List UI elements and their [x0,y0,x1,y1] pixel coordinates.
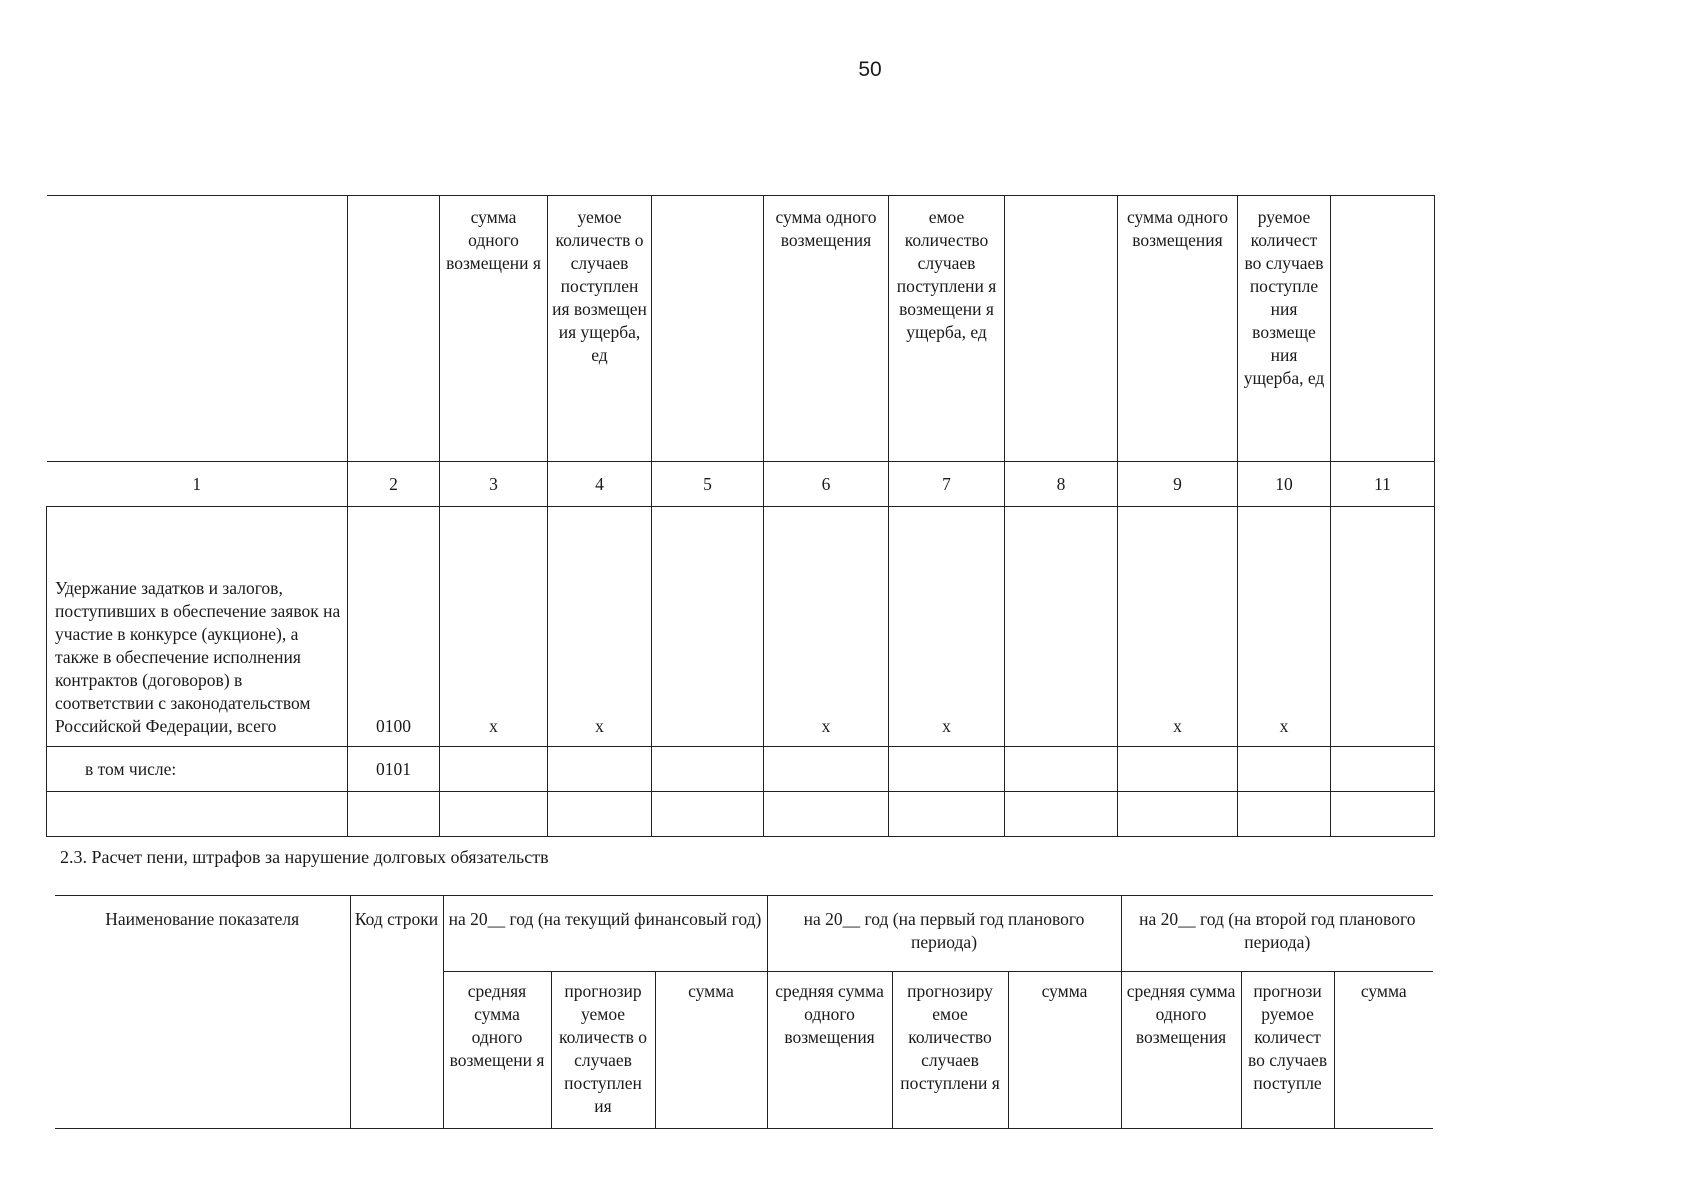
sub-header: прогнози руемое количест во случаев поступле [1241,972,1334,1129]
column-number: 1 [47,462,348,507]
header-cell: сумма одного возмещения [764,196,889,462]
table-cell [1005,792,1118,837]
table-cell [652,792,764,837]
period-header: на 20__ год (на второй год планового периода) [1121,896,1433,972]
table-cell [548,792,652,837]
table-cell [652,747,764,792]
table1-header-row [47,196,1435,462]
table-cell [889,747,1005,792]
table-cell [1118,747,1238,792]
header-cell [348,196,440,462]
table-cell [1331,747,1435,792]
column-number: 2 [348,462,440,507]
column-number: 5 [652,462,764,507]
row-code: 0100 [348,507,440,747]
table-cell [764,747,889,792]
column-number-row [47,462,1435,507]
column-number: 11 [1331,462,1435,507]
table-cell: х [440,507,548,747]
period-header: на 20__ год (на текущий финансовый год) [443,896,767,972]
period-header: на 20__ год (на первый год планового периода) [767,896,1121,972]
sub-header: прогнозиру емое количество случаев поступлени я [892,972,1008,1129]
column-number: 8 [1005,462,1118,507]
sub-header: средняя сумма одного возмещения [1121,972,1241,1129]
table-cell [1238,747,1331,792]
column-number: 3 [440,462,548,507]
table-cell [1238,792,1331,837]
table-cell [652,507,764,747]
header-cell: уемое количеств о случаев поступлен ия возмещен ия ущерба, ед [548,196,652,462]
page-number: 50 [858,58,882,81]
sub-header: сумма [1334,972,1433,1129]
header-cell: емое количество случаев поступлени я возмещени я ущерба, ед [889,196,1005,462]
row-code: 0101 [348,747,440,792]
row-name: Удержание задатков и залогов, поступивших в обеспечение заявок на участие в конкурсе (аукционе), а также в обеспечение исполнения контрактов (договоров) в соответствии с законодательством Российской Федерации, всего [47,507,348,747]
table-cell [889,792,1005,837]
section-title: 2.3. Расчет пени, штрафов за нарушение долговых обязательств [60,847,549,867]
table-cell [440,747,548,792]
header-cell [652,196,764,462]
column-number: 7 [889,462,1005,507]
header-cell [1005,196,1118,462]
penalty-calculation-table [55,895,1433,1129]
table-cell [548,747,652,792]
table-cell: х [764,507,889,747]
header-cell: сумма одного возмещения [1118,196,1238,462]
column-number: 10 [1238,462,1331,507]
col-name-header: Наименование показателя [55,896,350,1129]
col-code-header: Код строки [350,896,443,1129]
table-cell [1331,792,1435,837]
table-cell: х [1238,507,1331,747]
table-cell [1005,747,1118,792]
table-cell [1118,792,1238,837]
table-cell [440,792,548,837]
table-cell [764,792,889,837]
table-cell: х [548,507,652,747]
header-cell: сумма одного возмещени я [440,196,548,462]
table-cell [1331,507,1435,747]
table2-header-row [55,896,1433,972]
header-cell: руемое количест во случаев поступле ния возмеще ния ущерба, ед [1238,196,1331,462]
sub-header: средняя сумма одного возмещения [767,972,892,1129]
sub-header: средняя сумма одного возмещени я [443,972,551,1129]
header-cell [1331,196,1435,462]
table-cell [1005,507,1118,747]
row-name: в том числе: [47,747,348,792]
table-cell: х [1118,507,1238,747]
sub-header: сумма [655,972,767,1129]
row-name [47,792,348,837]
column-number: 9 [1118,462,1238,507]
sub-header: прогнозир уемое количеств о случаев поступлен ия [551,972,655,1129]
header-cell [47,196,348,462]
column-number: 6 [764,462,889,507]
table-row [47,507,1435,747]
sub-header: сумма [1008,972,1121,1129]
row-code [348,792,440,837]
table-row [47,747,1435,792]
column-number: 4 [548,462,652,507]
damage-compensation-table [46,195,1435,837]
table-cell: х [889,507,1005,747]
table-row [47,792,1435,837]
